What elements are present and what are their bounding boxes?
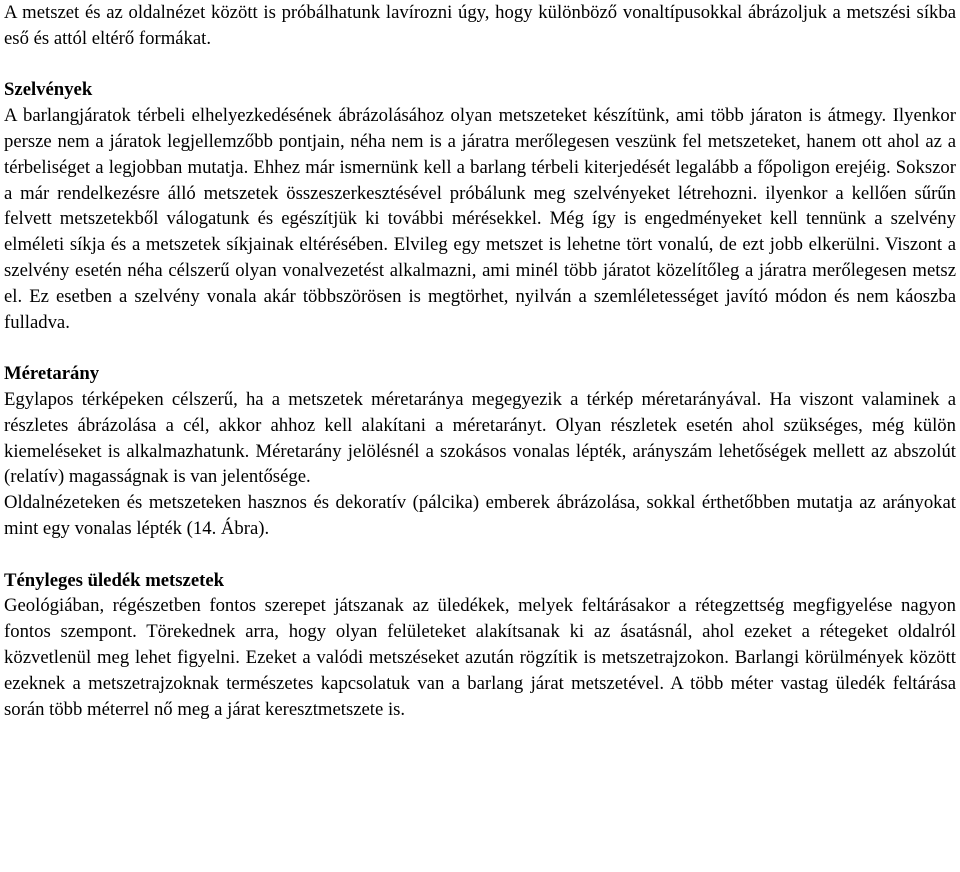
- section-heading: Tényleges üledék metszetek: [4, 569, 225, 591]
- section-tenyleges-uledek-metszetek: [4, 568, 956, 723]
- document-page: [4, 0, 956, 722]
- section-spacer: [4, 542, 956, 568]
- section-meretarany: [4, 361, 956, 542]
- section-paragraph: Oldalnézeteken és metszeteken hasznos és dekoratív (pálcika) emberek ábrázolása, sokkal érthetőbben mutatja az arányokat mint egy vonalas lépték (14. Ábra).: [4, 492, 956, 539]
- section-heading: Szelvények: [4, 79, 93, 101]
- section-spacer: [4, 335, 956, 361]
- section-paragraph: Geológiában, régészetben fontos szerepet játszanak az üledékek, melyek feltárásakor a rétegzettség megfigyelése nagyon fontos szempont. Törekednek arra, hogy olyan felületeket alakítsanak ki az ásatásnál, ahol ezeket a rétegeket oldalról közvetlenül meg lehet figyelni. Ezeket a valódi metszéseket azután rögzítik is metszetrajzokon. Barlangi körülmények között ezeknek a metszetrajzoknak természetes kapcsolatuk van a barlang járat metszetével. A több méter vastag üledék feltárása során több méterrel nő meg a járat keresztmetszete is.: [4, 595, 956, 720]
- section-szelvenyek: [4, 77, 956, 335]
- section-paragraph: A barlangjáratok térbeli elhelyezkedésének ábrázolásához olyan metszeteket készítünk, ami több járaton is átmegy. Ilyenkor persze nem a járatok legjellemzőbb pontjain, néha nem is a járatra merőlegesen veszünk fel metszeteket, hanem ott ahol az a térbeliséget a legjobban mutatja. Ehhez már ismernünk kell a barlang térbeli kiterjedését legalább a főpoligon erejéig. Sokszor a már rendelkezésre álló metszetek összeszerkesztésével próbálunk meg szelvényeket létrehozni. ilyenkor a kellően sűrűn felvett metszetekből válogatunk és egészítjük ki további mérésekkel. Még így is engedményeket kell tennünk a szelvény elméleti síkja és a metszetek síkjainak eltérésében. Elvileg egy metszet is lehetne tört vonalú, de ezt jobb elkerülni. Viszont a szelvény esetén néha célszerű olyan vonalvezetést alkalmazni, ami minél több járatot közelítőleg a járatra merőlegesen metsz el. Ez esetben a szelvény vonala akár többszörösen is megtörhet, nyilván a szemléletességet javító módon és nem káoszba fulladva.: [4, 105, 956, 333]
- section-paragraph: Egylapos térképeken célszerű, ha a metszetek méretaránya megegyezik a térkép méretarányával. Ha viszont valaminek a részletes ábrázolása a cél, akkor ahhoz kell alakítani a méretarányt. Olyan részletek esetén ahol szükséges, még külön kiemeléseket is alkalmazhatunk. Méretarány jelölésnél a szokásos vonalas lépték, arányszám lehetőségek mellett az abszolút (relatív) magasságnak is van jelentősége.: [4, 388, 956, 488]
- section-spacer: [4, 52, 956, 78]
- section-heading: Méretarány: [4, 363, 100, 385]
- intro-paragraph: A metszet és az oldalnézet között is próbálhatunk lavírozni úgy, hogy különböző vonaltípusokkal ábrázoljuk a metszési síkba eső és attól eltérő formákat.: [4, 2, 956, 49]
